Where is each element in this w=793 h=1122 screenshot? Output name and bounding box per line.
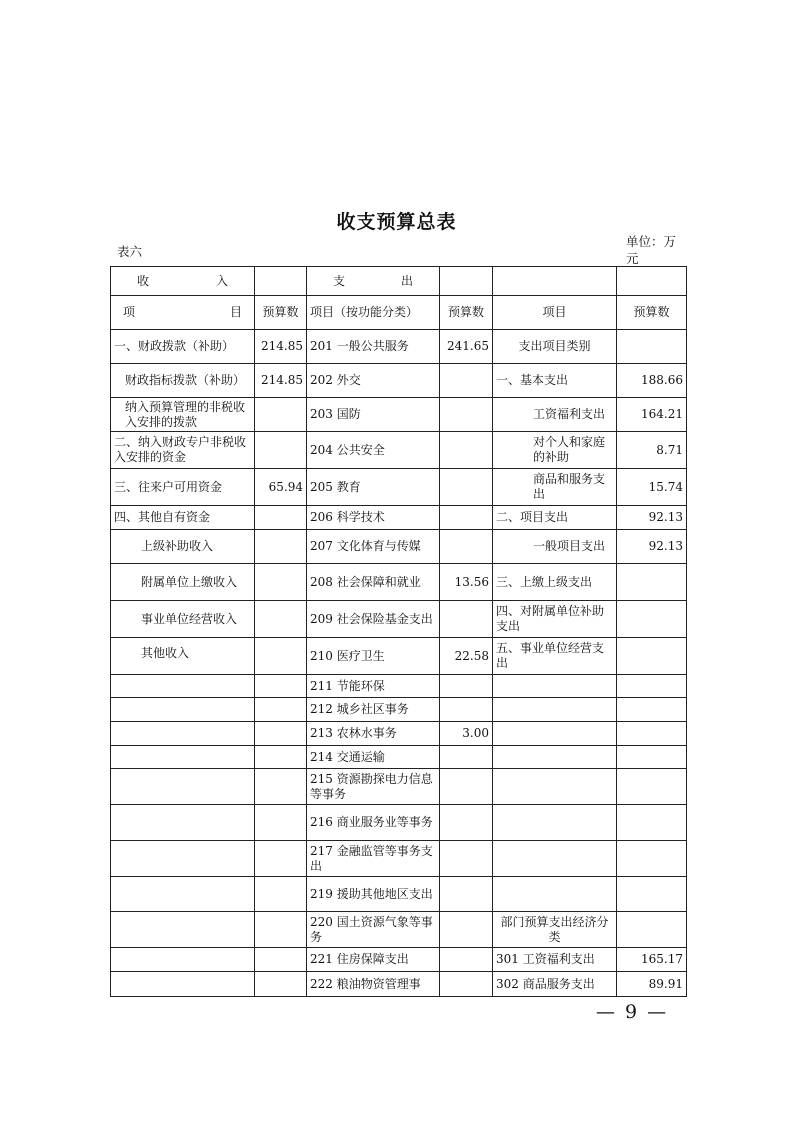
table-row: 财政指标拨款（补助） 214.85 202 外交 一、基本支出 188.66 — [111, 364, 687, 398]
table-row: 附属单位上缴收入 208 社会保障和就业 13.56 三、上缴上级支出 — [111, 564, 687, 601]
table-row: 222 粮油物资管理事 302 商品服务支出 89.91 — [111, 972, 687, 997]
expense-header: 支出 — [307, 267, 440, 296]
table-row: 上级补助收入 207 文化体育与传媒 一般项目支出 92.13 — [111, 530, 687, 564]
table-row: 220 国土资源气象等事务 部门预算支出经济分类 — [111, 912, 687, 948]
header-row-2 — [111, 296, 687, 330]
budget-header-2: 预算数 — [440, 296, 493, 330]
table-row: 纳入预算管理的非税收入安排的拨款 203 国防 工资福利支出 164.21 — [111, 398, 687, 432]
table-row: 212 城乡社区事务 — [111, 698, 687, 722]
budget-header-3: 预算数 — [617, 296, 687, 330]
item-header-3: 项目 — [493, 296, 617, 330]
table-row: 216 商业服务业等事务 — [111, 805, 687, 841]
table-row: 213 农林水事务 3.00 — [111, 722, 687, 746]
func-item-header: 项目（按功能分类） — [307, 296, 440, 330]
header-row-1 — [111, 267, 687, 296]
table-row: 三、往来户可用资金 65.94 205 教育 商品和服务支出 15.74 — [111, 469, 687, 506]
table-row: 215 资源勘探电力信息等事务 — [111, 769, 687, 805]
table-row: 二、纳入财政专户非税收入安排的资金 204 公共安全 对个人和家庭的补助 8.71 — [111, 432, 687, 469]
table-row: 214 交通运输 — [111, 746, 687, 769]
table-row: 事业单位经营收入 209 社会保险基金支出 四、对附属单位补助支出 — [111, 601, 687, 638]
table-row: 一、财政拨款（补助） 214.85 201 一般公共服务 241.65 支出项目类别 — [111, 330, 687, 364]
income-header: 收入 — [111, 267, 255, 296]
page-number: — 9 — — [596, 1001, 669, 1023]
table-row: 221 住房保障支出 301 工资福利支出 165.17 — [111, 948, 687, 972]
page-title: 收支预算总表 — [336, 211, 457, 233]
budget-header: 预算数 — [255, 296, 307, 330]
table-row: 其他收入 210 医疗卫生 22.58 五、事业单位经营支出 — [111, 638, 687, 675]
budget-summary-table — [110, 266, 687, 997]
unit-label: 单位：万元 — [626, 234, 677, 266]
item-header: 项目 — [111, 296, 255, 330]
table-row: 219 援助其他地区支出 — [111, 877, 687, 912]
table-number: 表六 — [117, 244, 143, 259]
table-row: 211 节能环保 — [111, 675, 687, 698]
table-row: 四、其他自有资金 206 科学技术 二、项目支出 92.13 — [111, 506, 687, 530]
table-row: 217 金融监管等事务支出 — [111, 841, 687, 877]
